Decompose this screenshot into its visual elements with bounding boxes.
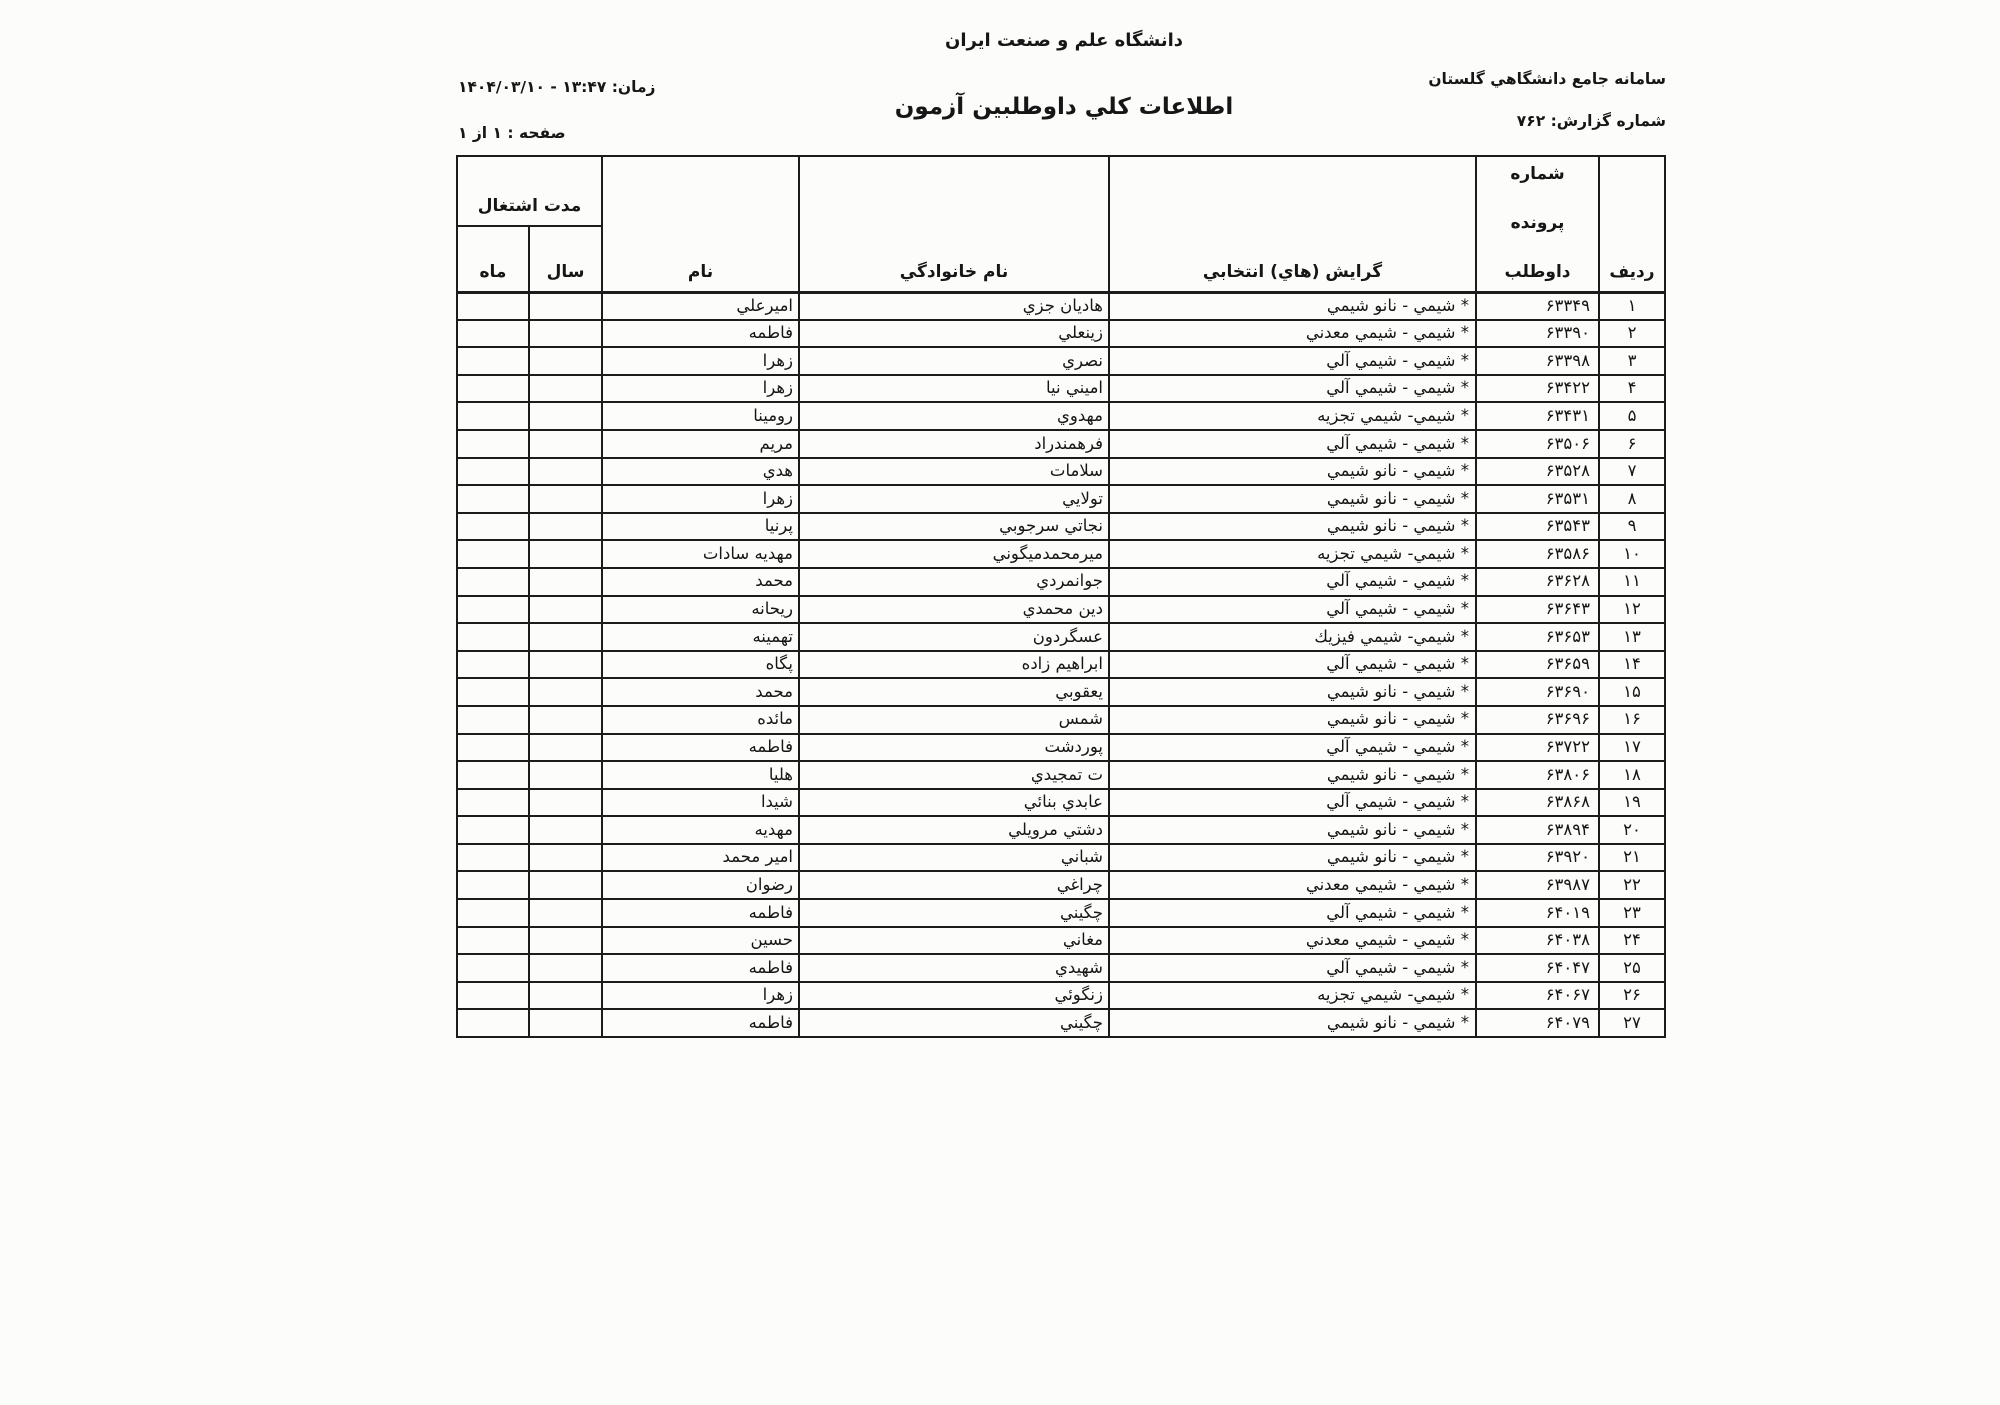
cell-years: [529, 982, 602, 1010]
cell-months: [457, 292, 529, 320]
cell-major: * شيمي - شيمي آلي: [1109, 899, 1476, 927]
cell-months: [457, 623, 529, 651]
cell-major: * شيمي - شيمي آلي: [1109, 568, 1476, 596]
col-header-month: ماه: [457, 226, 529, 292]
cell-file-no: ۶۴۰۳۸: [1476, 927, 1599, 955]
cell-months: [457, 596, 529, 624]
table-row: [457, 982, 1665, 1010]
cell-first-name: محمد: [602, 568, 799, 596]
cell-months: [457, 927, 529, 955]
cell-major: * شيمي - نانو شيمي: [1109, 292, 1476, 320]
cell-last-name: چگيني: [799, 1009, 1109, 1037]
cell-last-name: زينعلي: [799, 320, 1109, 348]
cell-last-name: عسگردون: [799, 623, 1109, 651]
print-time: زمان: ۱۳:۴۷ - ۱۴۰۴/۰۳/۱۰: [458, 78, 656, 96]
table-header: [457, 156, 1665, 292]
col-header-file-no-line3: داوطلب: [1504, 261, 1571, 282]
cell-first-name: رومينا: [602, 402, 799, 430]
cell-row-no: ۲۰: [1599, 816, 1665, 844]
cell-major: * شيمي - نانو شيمي: [1109, 458, 1476, 486]
cell-years: [529, 513, 602, 541]
cell-major: * شيمي - شيمي آلي: [1109, 954, 1476, 982]
cell-row-no: ۳: [1599, 347, 1665, 375]
page-number: صفحه : ۱ از ۱: [458, 123, 566, 142]
cell-first-name: محمد: [602, 678, 799, 706]
cell-months: [457, 982, 529, 1010]
cell-first-name: فاطمه: [602, 899, 799, 927]
cell-last-name: چراغي: [799, 871, 1109, 899]
cell-months: [457, 844, 529, 872]
cell-last-name: فرهمندراد: [799, 430, 1109, 458]
cell-file-no: ۶۴۰۴۷: [1476, 954, 1599, 982]
header-left-block: [458, 80, 655, 141]
cell-row-no: ۲۶: [1599, 982, 1665, 1010]
cell-years: [529, 623, 602, 651]
table-row: [457, 927, 1665, 955]
cell-major: * شيمي - شيمي آلي: [1109, 734, 1476, 762]
cell-years: [529, 568, 602, 596]
cell-row-no: ۲۲: [1599, 871, 1665, 899]
table-row: [457, 540, 1665, 568]
cell-file-no: ۶۳۵۲۸: [1476, 458, 1599, 486]
cell-file-no: ۶۳۴۳۱: [1476, 402, 1599, 430]
cell-years: [529, 899, 602, 927]
cell-row-no: ۱۷: [1599, 734, 1665, 762]
table-row: [457, 761, 1665, 789]
cell-file-no: ۶۴۰۱۹: [1476, 899, 1599, 927]
cell-row-no: ۴: [1599, 375, 1665, 403]
cell-row-no: ۱۴: [1599, 651, 1665, 679]
table-row: [457, 871, 1665, 899]
cell-months: [457, 402, 529, 430]
cell-row-no: ۷: [1599, 458, 1665, 486]
cell-last-name: زنگوئي: [799, 982, 1109, 1010]
cell-first-name: اميرعلي: [602, 292, 799, 320]
cell-last-name: نصري: [799, 347, 1109, 375]
cell-file-no: ۶۳۷۲۲: [1476, 734, 1599, 762]
university-name: دانشگاه علم و صنعت ايران: [945, 30, 1183, 51]
cell-major: * شيمي - نانو شيمي: [1109, 761, 1476, 789]
table-row: [457, 816, 1665, 844]
cell-years: [529, 871, 602, 899]
cell-first-name: ريحانه: [602, 596, 799, 624]
cell-years: [529, 1009, 602, 1037]
cell-row-no: ۲۵: [1599, 954, 1665, 982]
cell-row-no: ۱۳: [1599, 623, 1665, 651]
cell-months: [457, 430, 529, 458]
cell-years: [529, 927, 602, 955]
cell-months: [457, 320, 529, 348]
cell-row-no: ۲۴: [1599, 927, 1665, 955]
cell-major: * شيمي - نانو شيمي: [1109, 816, 1476, 844]
cell-first-name: مائده: [602, 706, 799, 734]
cell-first-name: زهرا: [602, 982, 799, 1010]
col-header-employment-duration: مدت اشتغال: [457, 156, 602, 226]
cell-last-name: جوانمردي: [799, 568, 1109, 596]
cell-years: [529, 320, 602, 348]
table-row: [457, 568, 1665, 596]
cell-major: * شيمي - نانو شيمي: [1109, 844, 1476, 872]
cell-months: [457, 734, 529, 762]
cell-first-name: فاطمه: [602, 954, 799, 982]
cell-row-no: ۱۰: [1599, 540, 1665, 568]
table-row: [457, 1009, 1665, 1037]
cell-months: [457, 651, 529, 679]
cell-row-no: ۱: [1599, 292, 1665, 320]
cell-major: * شيمي - شيمي آلي: [1109, 375, 1476, 403]
cell-first-name: پرنيا: [602, 513, 799, 541]
col-header-row-no: رديف: [1599, 156, 1665, 292]
cell-file-no: ۶۳۵۰۶: [1476, 430, 1599, 458]
cell-years: [529, 954, 602, 982]
col-header-file-no: [1476, 156, 1599, 292]
cell-first-name: فاطمه: [602, 734, 799, 762]
cell-row-no: ۸: [1599, 485, 1665, 513]
cell-last-name: دين محمدي: [799, 596, 1109, 624]
cell-last-name: شمس: [799, 706, 1109, 734]
cell-years: [529, 430, 602, 458]
cell-major: * شيمي - نانو شيمي: [1109, 678, 1476, 706]
cell-file-no: ۶۳۶۹۰: [1476, 678, 1599, 706]
table-row: [457, 320, 1665, 348]
cell-major: * شيمي- شيمي تجزيه: [1109, 402, 1476, 430]
cell-years: [529, 706, 602, 734]
cell-file-no: ۶۳۶۴۳: [1476, 596, 1599, 624]
cell-first-name: فاطمه: [602, 320, 799, 348]
cell-first-name: تهمينه: [602, 623, 799, 651]
cell-row-no: ۱۸: [1599, 761, 1665, 789]
cell-file-no: ۶۳۴۲۲: [1476, 375, 1599, 403]
cell-file-no: ۶۴۰۶۷: [1476, 982, 1599, 1010]
table-row: [457, 292, 1665, 320]
cell-last-name: يعقوبي: [799, 678, 1109, 706]
cell-years: [529, 734, 602, 762]
cell-months: [457, 458, 529, 486]
table-row: [457, 513, 1665, 541]
cell-major: * شيمي - نانو شيمي: [1109, 1009, 1476, 1037]
table-row: [457, 596, 1665, 624]
cell-major: * شيمي - شيمي آلي: [1109, 789, 1476, 817]
cell-months: [457, 761, 529, 789]
cell-last-name: چگيني: [799, 899, 1109, 927]
cell-major: * شيمي - شيمي آلي: [1109, 430, 1476, 458]
cell-row-no: ۱۹: [1599, 789, 1665, 817]
cell-major: * شيمي - شيمي آلي: [1109, 347, 1476, 375]
cell-months: [457, 1009, 529, 1037]
cell-first-name: مهديه سادات: [602, 540, 799, 568]
table-row: [457, 789, 1665, 817]
cell-first-name: زهرا: [602, 485, 799, 513]
cell-row-no: ۲۱: [1599, 844, 1665, 872]
cell-years: [529, 789, 602, 817]
cell-file-no: ۶۳۵۴۳: [1476, 513, 1599, 541]
cell-last-name: شباني: [799, 844, 1109, 872]
cell-last-name: تولايي: [799, 485, 1109, 513]
cell-months: [457, 706, 529, 734]
table-row: [457, 899, 1665, 927]
cell-major: * شيمي - شيمي آلي: [1109, 596, 1476, 624]
cell-row-no: ۱۲: [1599, 596, 1665, 624]
cell-first-name: شيدا: [602, 789, 799, 817]
table-row: [457, 623, 1665, 651]
table-row: [457, 954, 1665, 982]
cell-months: [457, 513, 529, 541]
cell-row-no: ۹: [1599, 513, 1665, 541]
cell-years: [529, 844, 602, 872]
cell-row-no: ۱۶: [1599, 706, 1665, 734]
cell-major: * شيمي- شيمي تجزيه: [1109, 982, 1476, 1010]
cell-file-no: ۶۳۵۳۱: [1476, 485, 1599, 513]
cell-major: * شيمي - نانو شيمي: [1109, 485, 1476, 513]
cell-years: [529, 651, 602, 679]
cell-years: [529, 458, 602, 486]
col-header-file-no-line1: شماره: [1510, 163, 1565, 184]
cell-file-no: ۶۳۵۸۶: [1476, 540, 1599, 568]
cell-major: * شيمي - نانو شيمي: [1109, 706, 1476, 734]
cell-last-name: ميرمحمدميگوني: [799, 540, 1109, 568]
cell-months: [457, 789, 529, 817]
cell-row-no: ۱۵: [1599, 678, 1665, 706]
cell-last-name: نجاتي سرجوبي: [799, 513, 1109, 541]
table-row: [457, 678, 1665, 706]
cell-file-no: ۶۴۰۷۹: [1476, 1009, 1599, 1037]
cell-row-no: ۵: [1599, 402, 1665, 430]
cell-last-name: مهدوي: [799, 402, 1109, 430]
cell-months: [457, 954, 529, 982]
cell-years: [529, 596, 602, 624]
cell-file-no: ۶۳۸۰۶: [1476, 761, 1599, 789]
cell-last-name: هاديان جزي: [799, 292, 1109, 320]
cell-file-no: ۶۳۶۵۹: [1476, 651, 1599, 679]
cell-years: [529, 375, 602, 403]
cell-years: [529, 485, 602, 513]
cell-first-name: زهرا: [602, 375, 799, 403]
cell-last-name: مغاني: [799, 927, 1109, 955]
cell-last-name: سلامات: [799, 458, 1109, 486]
table-row: [457, 402, 1665, 430]
cell-first-name: فاطمه: [602, 1009, 799, 1037]
cell-file-no: ۶۳۸۹۴: [1476, 816, 1599, 844]
cell-row-no: ۶: [1599, 430, 1665, 458]
cell-months: [457, 485, 529, 513]
cell-row-no: ۲: [1599, 320, 1665, 348]
cell-months: [457, 899, 529, 927]
table-row: [457, 458, 1665, 486]
cell-last-name: ابراهيم زاده: [799, 651, 1109, 679]
cell-first-name: هليا: [602, 761, 799, 789]
cell-first-name: امير محمد: [602, 844, 799, 872]
cell-first-name: رضوان: [602, 871, 799, 899]
cell-major: * شيمي - شيمي معدني: [1109, 871, 1476, 899]
cell-major: * شيمي - شيمي معدني: [1109, 927, 1476, 955]
col-header-year: سال: [529, 226, 602, 292]
table-row: [457, 347, 1665, 375]
table-row: [457, 375, 1665, 403]
cell-years: [529, 761, 602, 789]
cell-row-no: ۲۷: [1599, 1009, 1665, 1037]
cell-file-no: ۶۳۶۹۶: [1476, 706, 1599, 734]
cell-file-no: ۶۳۶۵۳: [1476, 623, 1599, 651]
cell-months: [457, 375, 529, 403]
page-title: اطلاعات كلي داوطلبين آزمون: [894, 94, 1234, 120]
table-row: [457, 844, 1665, 872]
cell-months: [457, 816, 529, 844]
cell-first-name: پگاه: [602, 651, 799, 679]
col-header-last-name: نام خانوادگي: [799, 156, 1109, 292]
cell-major: * شيمي - شيمي معدني: [1109, 320, 1476, 348]
col-header-major: گرايش (هاي) انتخابي: [1109, 156, 1476, 292]
cell-major: * شيمي - نانو شيمي: [1109, 513, 1476, 541]
cell-file-no: ۶۳۳۴۹: [1476, 292, 1599, 320]
table-row: [457, 734, 1665, 762]
col-header-first-name: نام: [602, 156, 799, 292]
cell-file-no: ۶۳۹۲۰: [1476, 844, 1599, 872]
cell-row-no: ۲۳: [1599, 899, 1665, 927]
cell-last-name: عابدي بنائي: [799, 789, 1109, 817]
cell-months: [457, 568, 529, 596]
cell-first-name: زهرا: [602, 347, 799, 375]
cell-months: [457, 871, 529, 899]
cell-years: [529, 816, 602, 844]
cell-years: [529, 402, 602, 430]
cell-months: [457, 347, 529, 375]
cell-years: [529, 540, 602, 568]
candidates-table: [456, 155, 1666, 1038]
cell-file-no: ۶۳۸۶۸: [1476, 789, 1599, 817]
cell-last-name: شهيدي: [799, 954, 1109, 982]
cell-major: * شيمي- شيمي تجزيه: [1109, 540, 1476, 568]
cell-file-no: ۶۳۹۸۷: [1476, 871, 1599, 899]
table-row: [457, 430, 1665, 458]
system-name: سامانه جامع دانشگاهي گلستان: [1428, 70, 1666, 88]
cell-first-name: مريم: [602, 430, 799, 458]
cell-years: [529, 292, 602, 320]
table-row: [457, 706, 1665, 734]
cell-file-no: ۶۳۳۹۰: [1476, 320, 1599, 348]
table-body: [457, 292, 1665, 1037]
cell-row-no: ۱۱: [1599, 568, 1665, 596]
cell-months: [457, 540, 529, 568]
cell-last-name: پوردشت: [799, 734, 1109, 762]
cell-years: [529, 678, 602, 706]
col-header-file-no-line2: پرونده: [1510, 212, 1565, 233]
cell-last-name: اميني نيا: [799, 375, 1109, 403]
cell-last-name: ت تمجيدي: [799, 761, 1109, 789]
report-number: شماره گزارش: ۷۶۲: [1516, 111, 1666, 130]
cell-last-name: دشتي مرويلي: [799, 816, 1109, 844]
cell-years: [529, 347, 602, 375]
cell-major: * شيمي - شيمي آلي: [1109, 651, 1476, 679]
cell-major: * شيمي- شيمي فيزيك: [1109, 623, 1476, 651]
cell-first-name: حسين: [602, 927, 799, 955]
cell-first-name: هدي: [602, 458, 799, 486]
cell-file-no: ۶۳۶۲۸: [1476, 568, 1599, 596]
cell-months: [457, 678, 529, 706]
cell-first-name: مهديه: [602, 816, 799, 844]
cell-file-no: ۶۳۳۹۸: [1476, 347, 1599, 375]
table-row: [457, 651, 1665, 679]
table-row: [457, 485, 1665, 513]
